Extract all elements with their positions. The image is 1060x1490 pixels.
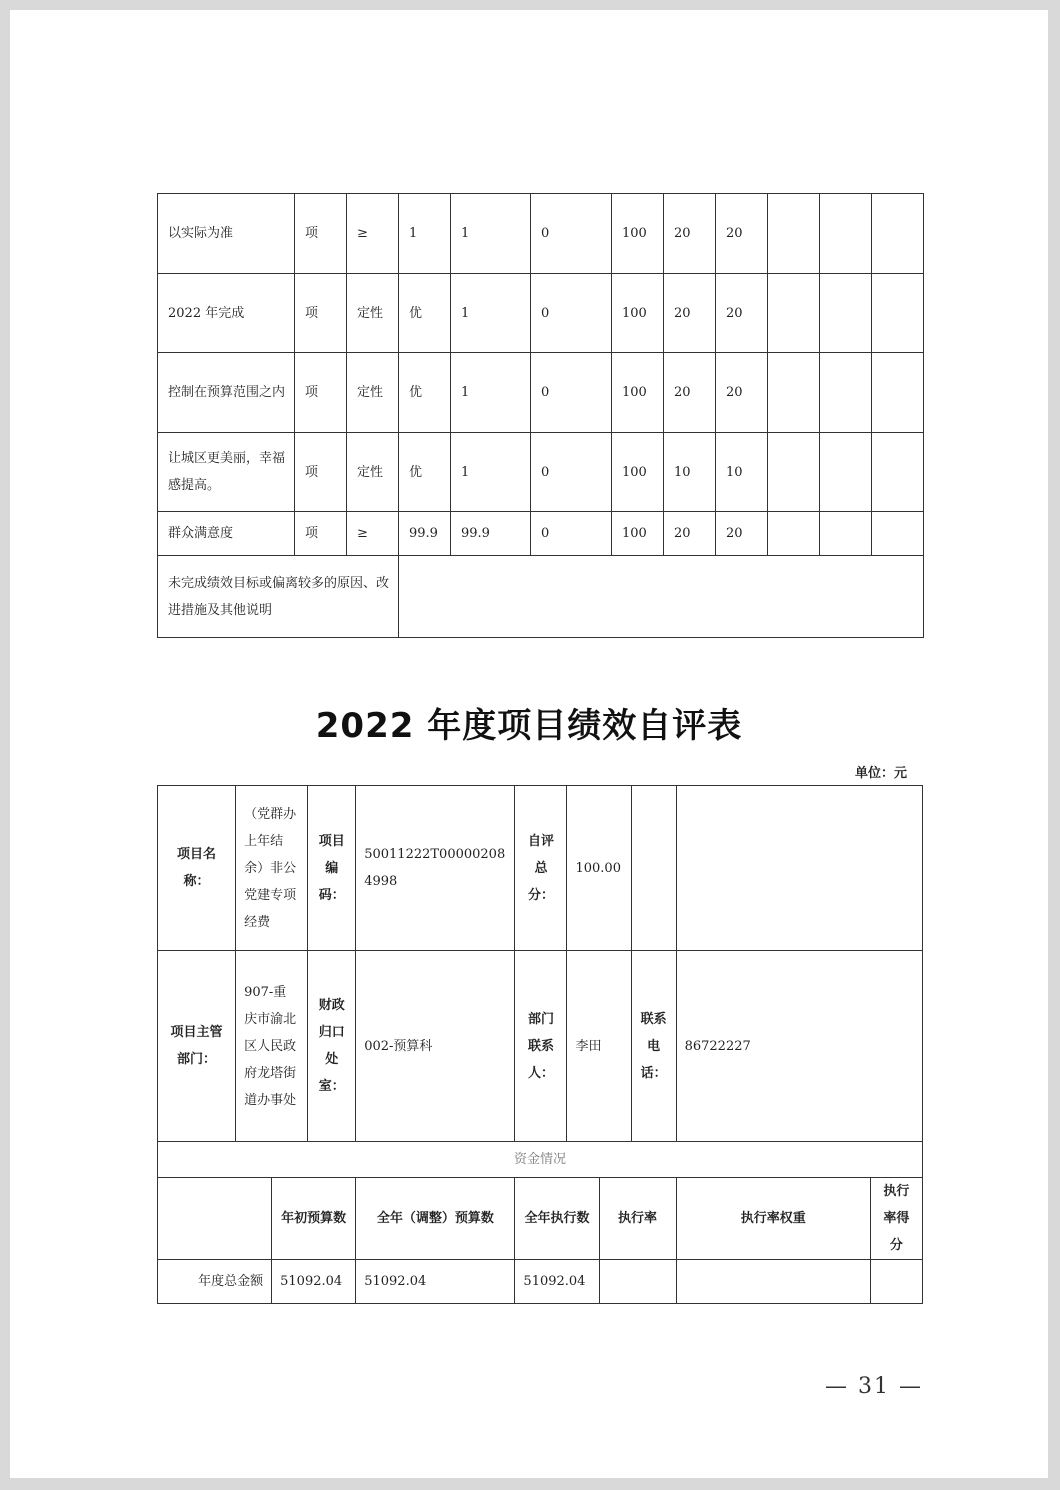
funds-header-adjusted: 全年（调整）预算数: [356, 1178, 515, 1260]
cell-standard: 群众满意度: [158, 512, 295, 556]
cell-target: 优: [399, 274, 451, 353]
finance-office-label: 财政归口处室：: [308, 951, 356, 1142]
cell-weight: 20: [664, 274, 716, 353]
unit-label: 单位：元: [855, 766, 908, 781]
phone-value: 86722227: [676, 951, 922, 1142]
blank-cell: [872, 194, 924, 274]
cell-deviation: 0: [531, 274, 612, 353]
cell-weight: 20: [664, 194, 716, 274]
cell-actual: 1: [451, 353, 531, 433]
blank-cell: [820, 274, 872, 353]
note-row: [158, 556, 924, 638]
cell-score: 20: [716, 274, 768, 353]
cell-weight: 10: [664, 433, 716, 512]
funds-row-label: 年度总金额: [158, 1260, 272, 1304]
cell-deviation: 0: [531, 194, 612, 274]
performance-indicator-table: [157, 193, 924, 638]
blank-cell: [676, 786, 922, 951]
cell-target: 优: [399, 433, 451, 512]
cell-rate: 100: [612, 433, 664, 512]
blank-cell: [872, 274, 924, 353]
cell-type: ≥: [347, 512, 399, 556]
blank-cell: [872, 433, 924, 512]
cell-deviation: 0: [531, 512, 612, 556]
blank-cell: [872, 353, 924, 433]
page-number: — 31 —: [825, 1374, 923, 1399]
funds-rate-score-value: [870, 1260, 922, 1304]
contact-value: 李田: [567, 951, 631, 1142]
funds-header-rate: 执行率: [599, 1178, 676, 1260]
cell-rate: 100: [612, 512, 664, 556]
funds-executed-value: 51092.04: [515, 1260, 599, 1304]
cell-weight: 20: [664, 512, 716, 556]
cell-unit: 项: [295, 274, 347, 353]
funds-header-executed: 全年执行数: [515, 1178, 599, 1260]
cell-deviation: 0: [531, 433, 612, 512]
note-value: [399, 556, 924, 638]
cell-type: 定性: [347, 433, 399, 512]
blank-cell: [768, 512, 820, 556]
cell-rate: 100: [612, 353, 664, 433]
funds-header-rate-weight: 执行率权重: [676, 1178, 870, 1260]
cell-weight: 20: [664, 353, 716, 433]
blank-cell: [158, 1178, 272, 1260]
cell-standard: 2022 年完成: [158, 274, 295, 353]
finance-office-value: 002-预算科: [356, 951, 515, 1142]
cell-actual: 1: [451, 433, 531, 512]
cell-unit: 项: [295, 194, 347, 274]
blank-cell: [768, 433, 820, 512]
blank-cell: [768, 353, 820, 433]
cell-unit: 项: [295, 433, 347, 512]
table-row: [158, 512, 924, 556]
note-label: 未完成绩效目标或偏离较多的原因、改进措施及其他说明: [158, 556, 399, 638]
funds-section-label: 资金情况: [158, 1142, 923, 1178]
dept-label: 项目主管部门：: [158, 951, 236, 1142]
cell-rate: 100: [612, 274, 664, 353]
blank-cell: [820, 433, 872, 512]
funds-adjusted-value: 51092.04: [356, 1260, 515, 1304]
cell-deviation: 0: [531, 353, 612, 433]
table-row: [158, 353, 924, 433]
cell-target: 99.9: [399, 512, 451, 556]
cell-actual: 1: [451, 274, 531, 353]
funds-header-rate-score: 执行率得分: [870, 1178, 922, 1260]
cell-score: 10: [716, 433, 768, 512]
cell-standard: 让城区更美丽，幸福感提高。: [158, 433, 295, 512]
cell-target: 优: [399, 353, 451, 433]
cell-score: 20: [716, 512, 768, 556]
dept-value: 907-重庆市渝北区人民政府龙塔街道办事处: [236, 951, 308, 1142]
document-page: [10, 10, 1048, 1478]
blank-cell: [631, 786, 676, 951]
project-name-value: （党群办上年结余）非公党建专项经费: [236, 786, 308, 951]
cell-actual: 99.9: [451, 512, 531, 556]
page-title: 2022 年度项目绩效自评表: [315, 706, 743, 746]
funds-rate-value: [599, 1260, 676, 1304]
blank-cell: [768, 194, 820, 274]
blank-cell: [768, 274, 820, 353]
funds-header-initial: 年初预算数: [272, 1178, 356, 1260]
blank-cell: [820, 353, 872, 433]
project-name-label: 项目名称：: [158, 786, 236, 951]
cell-type: 定性: [347, 353, 399, 433]
cell-standard: 以实际为准: [158, 194, 295, 274]
cell-unit: 项: [295, 512, 347, 556]
cell-actual: 1: [451, 194, 531, 274]
funds-rate-weight-value: [676, 1260, 870, 1304]
self-score-value: 100.00: [567, 786, 631, 951]
cell-score: 20: [716, 194, 768, 274]
cell-unit: 项: [295, 353, 347, 433]
phone-label: 联系电话：: [631, 951, 676, 1142]
blank-cell: [820, 512, 872, 556]
table-row: [158, 433, 924, 512]
project-code-value: 50011222T000002084998: [356, 786, 515, 951]
project-code-label: 项目编码：: [308, 786, 356, 951]
table-row: [158, 274, 924, 353]
blank-cell: [872, 512, 924, 556]
self-score-label: 自评总分：: [515, 786, 567, 951]
cell-target: 1: [399, 194, 451, 274]
cell-type: ≥: [347, 194, 399, 274]
contact-label: 部门联系人：: [515, 951, 567, 1142]
table-row: [158, 194, 924, 274]
funds-initial-value: 51092.04: [272, 1260, 356, 1304]
cell-standard: 控制在预算范围之内: [158, 353, 295, 433]
cell-rate: 100: [612, 194, 664, 274]
cell-score: 20: [716, 353, 768, 433]
project-self-evaluation-table: [157, 785, 923, 1304]
cell-type: 定性: [347, 274, 399, 353]
blank-cell: [820, 194, 872, 274]
